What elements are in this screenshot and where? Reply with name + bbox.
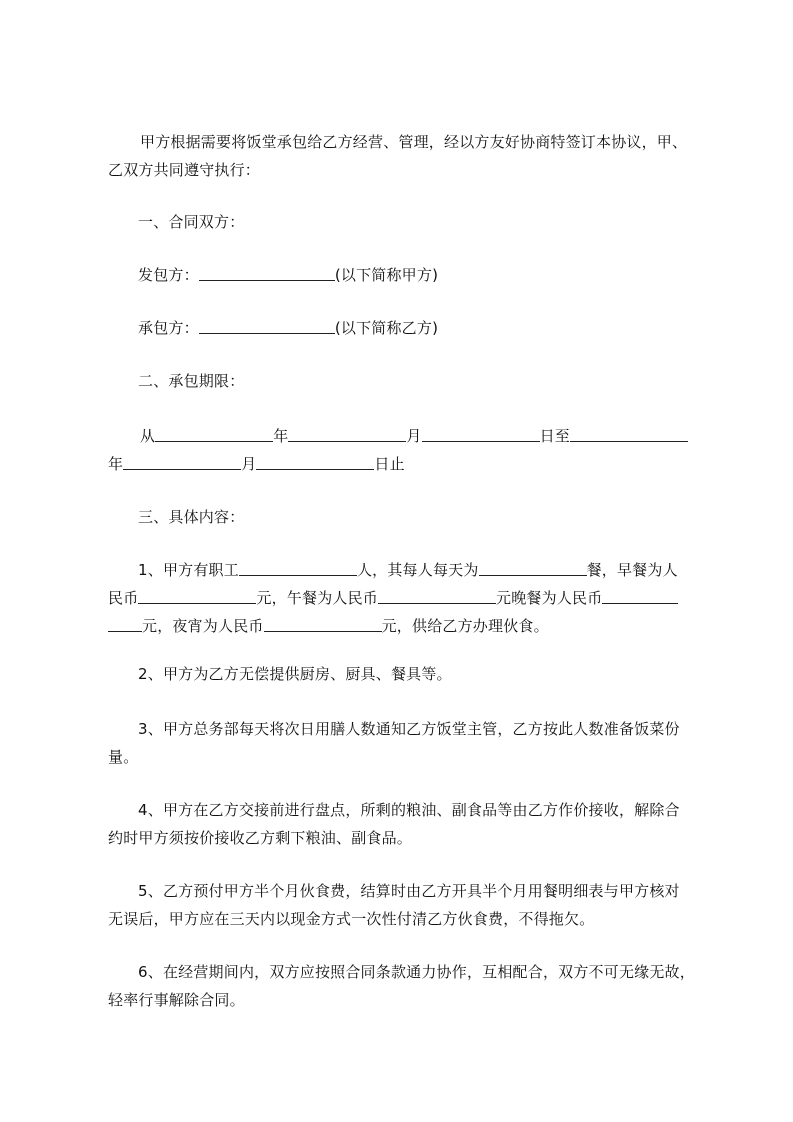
item-1-line-1 bbox=[138, 556, 742, 584]
term-day-end: 日止 bbox=[374, 455, 405, 473]
item-1-text-b: 人，其每人每天为 bbox=[356, 561, 479, 579]
staff-count-blank[interactable] bbox=[239, 561, 357, 576]
item-1-text-a: 1、甲方有职工 bbox=[138, 561, 239, 579]
item-1-text-h: 元，供给乙方办理伙食。 bbox=[381, 617, 549, 635]
end-day-blank[interactable] bbox=[256, 455, 374, 470]
term-month-2: 月 bbox=[241, 455, 257, 473]
item-4-line-2: 约时甲方须按价接收乙方剩下粮油、副食品。 bbox=[108, 829, 413, 847]
term-year-2: 年 bbox=[108, 455, 124, 473]
term-year: 年 bbox=[273, 427, 289, 445]
intro-line-1: 甲方根据需要将饭堂承包给乙方经营、管理，经以方友好协商特签订本协议，甲、 bbox=[140, 133, 688, 151]
item-6-line-2: 轻率行事解除合同。 bbox=[108, 991, 245, 1009]
item-1-line-3 bbox=[108, 612, 712, 640]
item-5-line-2: 无误后，甲方应在三天内以现金方式一次性付清乙方伙食费，不得拖欠。 bbox=[108, 910, 595, 928]
item-1-line-2 bbox=[108, 584, 712, 612]
lunch-price-blank[interactable] bbox=[378, 589, 496, 604]
term-line-2 bbox=[108, 450, 712, 478]
item-5-line-1: 5、乙方预付甲方半个月伙食费，结算时由乙方开具半个月用餐明细表与甲方核对 bbox=[138, 882, 680, 900]
dinner-price-blank-start[interactable] bbox=[602, 589, 678, 604]
party-a-label: 发包方： bbox=[138, 266, 199, 284]
item-2: 2、甲方为乙方无偿提供厨房、厨具、餐具等。 bbox=[138, 665, 452, 683]
item-6-line-1: 6、在经营期间内，双方应按照合同条款通力协作，互相配合，双方不可无缘无故， bbox=[138, 963, 695, 981]
item-1-text-c: 餐，早餐为人 bbox=[586, 561, 678, 579]
dinner-price-blank-end[interactable] bbox=[108, 617, 142, 632]
section-1-heading: 一、合同双方： bbox=[138, 213, 245, 231]
item-1-text-f: 元晚餐为人民币 bbox=[496, 589, 603, 607]
party-b-line bbox=[138, 314, 742, 342]
item-1-text-e: 元，午餐为人民币 bbox=[256, 589, 379, 607]
term-from: 从 bbox=[140, 427, 156, 445]
section-2-heading: 二、承包期限： bbox=[138, 372, 245, 390]
item-3-line-2: 量。 bbox=[108, 748, 139, 766]
item-4-line-1: 4、甲方在乙方交接前进行盘点，所剩的粮油、副食品等由乙方作价接收，解除合 bbox=[138, 801, 680, 819]
party-a-suffix: (以下简称甲方) bbox=[334, 266, 439, 284]
start-year-blank[interactable] bbox=[155, 427, 273, 442]
end-year-blank[interactable] bbox=[570, 427, 688, 442]
supper-price-blank[interactable] bbox=[264, 617, 382, 632]
meals-per-day-blank[interactable] bbox=[479, 561, 587, 576]
start-month-blank[interactable] bbox=[288, 427, 406, 442]
intro-line-2: 乙双方共同遵守执行： bbox=[108, 161, 261, 179]
party-b-label: 承包方： bbox=[138, 319, 199, 337]
party-a-blank[interactable] bbox=[199, 266, 335, 281]
item-1-text-g: 元，夜宵为人民币 bbox=[142, 617, 264, 635]
section-3-heading: 三、具体内容： bbox=[138, 508, 245, 526]
party-a-line bbox=[138, 261, 742, 289]
item-1-text-d: 民币 bbox=[108, 589, 139, 607]
item-3-line-1: 3、甲方总务部每天将次日用膳人数通知乙方饭堂主管，乙方按此人数准备饭菜份 bbox=[138, 720, 680, 738]
end-month-blank[interactable] bbox=[123, 455, 241, 470]
term-day-to: 日至 bbox=[539, 427, 571, 445]
term-month: 月 bbox=[406, 427, 422, 445]
term-line-1 bbox=[140, 422, 744, 450]
party-b-suffix: (以下简称乙方) bbox=[334, 319, 439, 337]
party-b-blank[interactable] bbox=[199, 319, 335, 334]
breakfast-price-blank[interactable] bbox=[138, 589, 256, 604]
start-day-blank[interactable] bbox=[422, 427, 540, 442]
